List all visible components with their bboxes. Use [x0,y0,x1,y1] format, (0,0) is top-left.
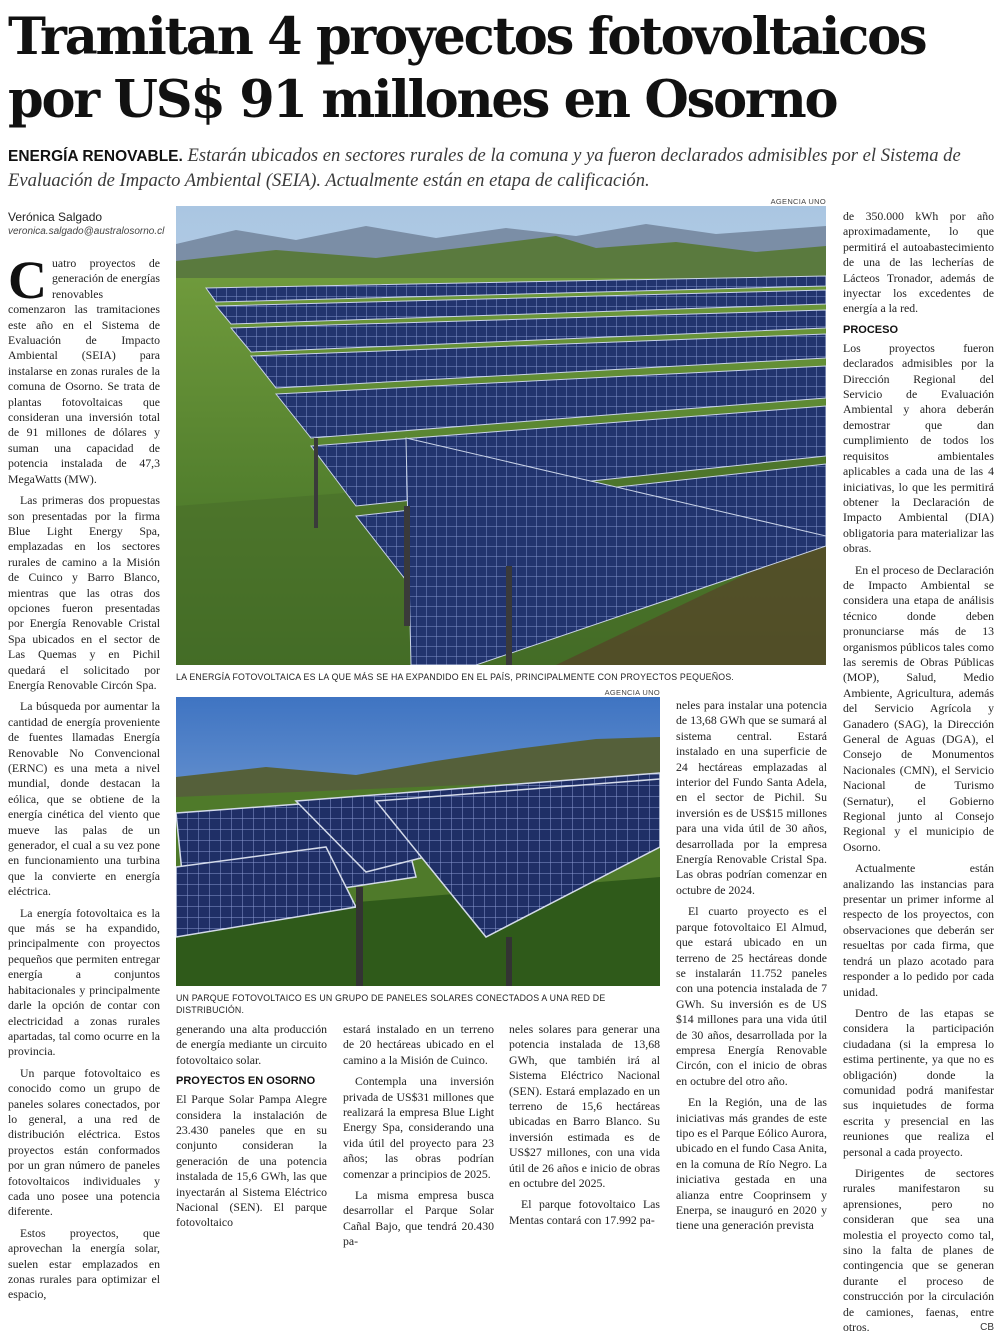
col1-paragraph-3: La búsqueda por aumentar la cantidad de energía proveniente de fuentes llamadas Energía Renovable No Convencional (ERNC) es una meta a nivel mundial, donde destacan la eólica, que se obtiene de la energía cinética del viento que mueve las palas de un generador, el cual a su vez pone en funcionamiento una turbina que la convierte en energía eléctrica. [8,699,160,899]
photo-1-credit: AGENCIA UNO [770,197,826,206]
solar-farm-illustration-2 [176,697,660,986]
col1-paragraph-5: Un parque fotovoltaico es conocido como un grupo de paneles solares conectados, por lo general, a una red de distribución eléctrica. Estos proyectos están conformados por un gran número de paneles fotovoltaicos individuales y cada uno posee una potencia diferente. [8,1065,160,1219]
col6-paragraph-5: Dentro de las etapas se considera la participación ciudadana (si la empresa lo estima pertinente, ya que no es obligación) donde la comunidad podrá manifestar sus inquietudes de forma escrita y presencial en las reuniones que realiza el personal a cada proyecto. [843,1005,994,1159]
column-1 [8,250,160,1309]
subhead-proceso: PROCESO [843,323,899,336]
headline [8,6,993,132]
solar-farm-illustration-1 [176,206,826,665]
col6-paragraph-4: Actualmente están analizando las instancias para presentar un primer informe al respecto de los proyectos, con observaciones que deberán ser resueltas por cada firma, que tendrá un plazo acotado para responder a lo pedido por cada unidad. [843,861,994,999]
column-2 [176,1022,327,1237]
col1-paragraph-6: Estos proyectos, que aprovechan la energía solar, suelen estar emplazados en zonas rurales para optimizar el espacio, [8,1225,160,1302]
dropcap: C [8,250,47,310]
col2-paragraph-1: generando una alta producción de energía mediante un circuito fotovoltaico solar. [176,1022,327,1067]
col5-paragraph-3: En la Región, una de las iniciativas más grandes de este tipo es el Parque Eólico Aurora, ubicado en el fundo Casa Anita, en la comuna de Río Negro. La iniciativa gestada en una alianza entre Cooprinsem y Enerpa, se inauguró en 2020 y tiene una generación prevista [676,1095,827,1233]
col2-paragraph-2: El Parque Solar Pampa Alegre considera la instalación de 23.430 paneles que en su conjunto consideran la generación de una potencia instalada de 15,6 GWh, las que inyectarán al Sistema Eléctrico Nacional (SEN). El parque fotovoltaico [176,1092,327,1230]
photo-2-credit: AGENCIA UNO [604,688,660,697]
byline-email: veronica.salgado@australosorno.cl [8,226,165,237]
col5-paragraph-2: El cuarto proyecto es el parque fotovoltaico El Almud, que estará ubicado en un terreno de 25 hectáreas donde se instalarán 11.752 paneles con una potencia instalada de 7 GWh. Su inversión es de US $14 millones para una vida útil de 30 años, desarrollada por la empresa Energía Renovable Circón, con el inicio de obras en octubre del otro año. [676,904,827,1088]
headline-line-1: Tramitan 4 proyectos fotovoltaicos [8,7,926,67]
column-6 [843,209,994,1341]
solar-farm-photo-1 [176,206,826,665]
col1-paragraph-2: Las primeras dos propuestas son presentadas por la firma Blue Light Energy Spa, emplazadas en los sectores rurales de camino a la Misión de Cuinco y Barro Blanco, mientras que las otras dos opciones fueron presentadas por Energía Renovable Cristal Spa ubicados en el sector de Las Quemas y en Pichil quedará el solicitado por Energía Renovable Circón Spa. [8,493,160,692]
column-4 [509,1022,660,1234]
col3-paragraph-3: La misma empresa busca desarrollar el Parque Solar Cañal Bajo, que tendrá 20.430 pa- [343,1188,494,1249]
column-3 [343,1022,494,1256]
col6-paragraph-2: Los proyectos fueron declarados admisibles por la Dirección Regional del Servicio de Evaluación Ambiental y ahora deberán demostrar que dan cumplimiento de todos los requisitos ambientales aplicables a cada una de las 4 iniciativas, lo que les permitirá obtener la Declaración de Impacto Ambiental (DIA) obligatoria para materializar las obras. [843,340,994,556]
lead-paragraph [8,144,993,193]
subhead-proyectos-en-osorno: PROYECTOS EN OSORNO [176,1075,316,1088]
col5-paragraph-1: neles para instalar una potencia de 13,68 GWh que se sumará al sistema central. Estará instalado en una superficie de 24 hectáreas emplazadas al interior del Fundo Santa Adela, en el sector de Pichil. Su inversión es de US$15 millones para una vida útil de 30 años, desarrollada por la empresa Energía Renovable Cristal Spa. Las obras podrían comenzar en octubre de 2024. [676,698,827,897]
lead-kicker: ENERGÍA RENOVABLE. [8,148,183,165]
col6-paragraph-1: de 350.000 kWh por año aproximadamente, lo que permitirá el autoabastecimiento de una de las lecherías de Lácteos Tronador, además de inyectar los excedentes de energía a la red. [843,209,994,316]
byline [8,209,168,239]
col3-paragraph-1: estará instalado en un terreno de 20 hectáreas ubicado en el camino a la Misión de Cuinco. [343,1022,494,1067]
solar-farm-photo-2 [176,697,660,986]
photo-1-caption: LA ENERGÍA FOTOVOLTAICA ES LA QUE MÁS SE HA EXPANDIDO EN EL PAÍS, PRINCIPALMENTE CON PROYECTOS PEQUEÑOS. [176,672,735,682]
end-mark: CB [980,1322,994,1334]
col4-paragraph-1: neles solares para generar una potencia instalada de 13,68 GWh, que también irá al Sistema Eléctrico Nacional (SEN). Estará emplazado en un terreno de 15,6 hectáreas ubicadas en Barro Blanco. Su inversión estimada es de US$27 millones, con una vida útil de 26 años e inicio de obras en octubre del 2025. [509,1022,660,1191]
headline-line-2: por US$ 91 millones en Osorno [8,70,837,130]
column-5 [676,698,827,1240]
col1-paragraph-4: La energía fotovoltaica es la que más se ha expandido, principalmente con proyectos pequeños que permiten entregar energía a conjuntos habitacionales y principalmente darle la opción de contar con electricidad a zonas rurales apartadas, tal como ocurre en la provincia. [8,905,160,1059]
lead-text: Estarán ubicados en sectores rurales de la comuna y ya fueron declarados admisibles por el Sistema de Evaluación de Impacto Ambiental (SEIA). Actualmente están en etapa de calificación. [8,145,961,191]
col6-paragraph-6: Dirigentes de sectores rurales manifestaron su aprensiones, pero no consideran que sea una molestia el proyecto como tal, sino la falta de planes de contingencia que se generan durante el proceso de construcción por la circulación de camiones, faenas, entre otros. CB [843,1165,994,1335]
photo-2-caption: UN PARQUE FOTOVOLTAICO ES UN GRUPO DE PANELES SOLARES CONECTADOS A UNA RED DE DISTRIBUCIÓN. [176,993,606,1015]
col4-paragraph-2: El parque fotovoltaico Las Mentas contará con 17.992 pa- [509,1197,660,1227]
col3-paragraph-2: Contempla una inversión privada de US$31 millones que realizará la empresa Blue Light Energy Spa, considerando una vida útil del proyecto para 23 años; las obras podrían comenzar a principios de 2025. [343,1074,494,1181]
byline-author: Verónica Salgado [8,210,103,224]
col1-paragraph-1: Cuatro proyectos de generación de energías renovables comenzaron las tramitaciones este año en el Sistema de Evaluación de Impacto Ambiental (SEIA) para instalarse en zonas rurales de la comuna de Osorno. Se trata de plantas fotovoltaicas que consideran una inversión total de 91 millones de dólares y suman una capacidad de potencia instalada de 47,3 MegaWatts (MW). [8,250,160,486]
col6-paragraph-3: En el proceso de Declaración de Impacto Ambiental se considera una etapa de análisis técnico donde deben pronunciarse más de 13 organismos públicos tales como las seremis de Obras Públicas (MOP), Salud, Medio Ambiente, Agricultura, además del Servicio Agrícola y Ganadero (SAG), la Dirección General de Aguas (DGA), el Consejo de Monumentos Nacionales (CMN), el Servicio Nacional de Turismo (Sernatur), el Gobierno Regional junto al Consejo Regional y el municipio de Osorno. [843,562,994,854]
